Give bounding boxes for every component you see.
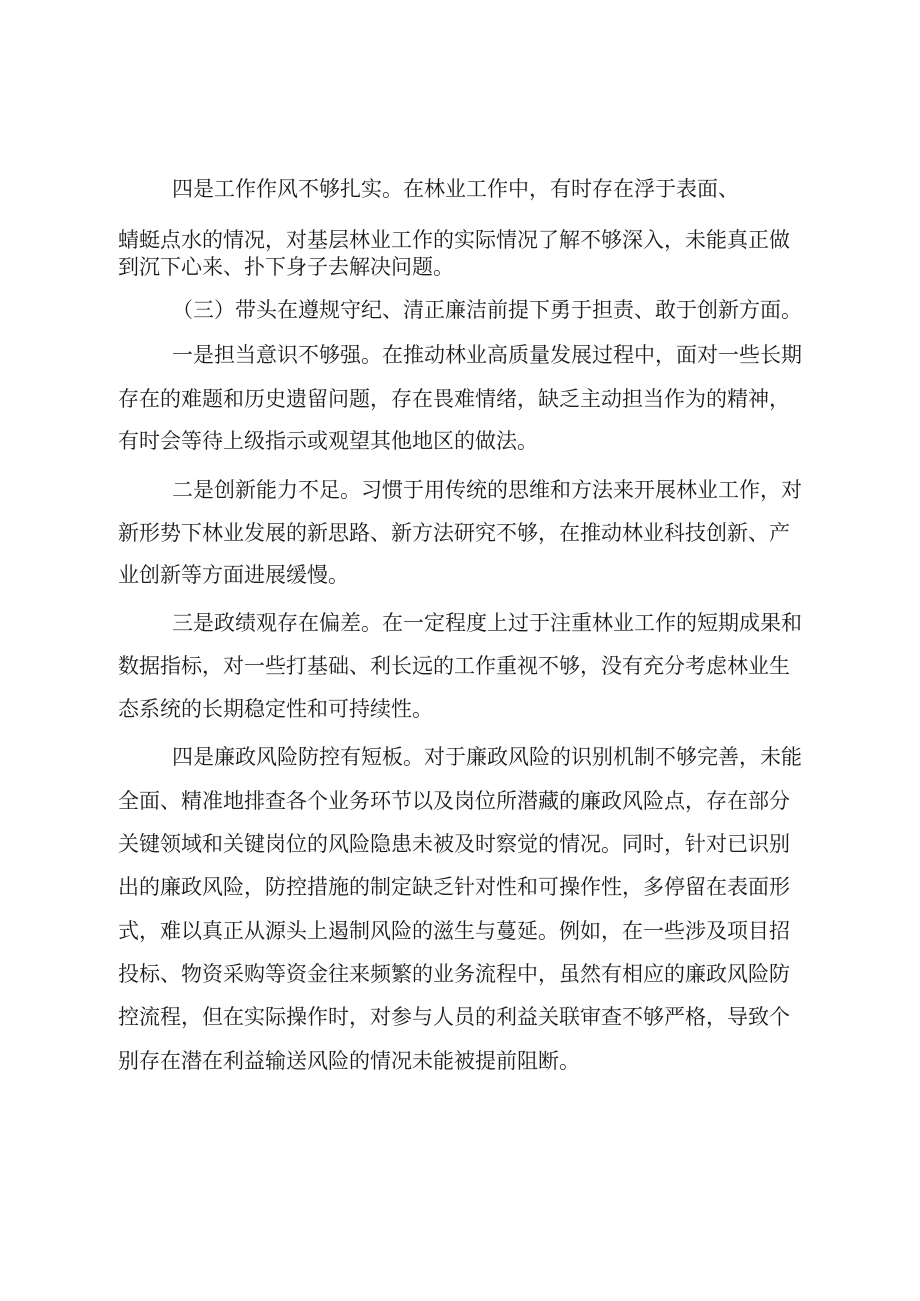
paragraph-line: 数据指标，对一些打基础、利长远的工作重视不够，没有充分考虑林业生 [118,654,790,678]
paragraph-line: 业创新等方面进展缓慢。 [118,563,349,587]
paragraph-line: 态系统的长期稳定性和可持续性。 [118,697,433,721]
paragraph-line: 二是创新能力不足。习惯于用传统的思维和方法来开展林业工作，对 [172,478,802,502]
paragraph-line: 新形势下林业发展的新思路、新方法研究不够，在推动林业科技创新、产 [118,521,790,545]
paragraph-line: 蜻蜓点水的情况，对基层林业工作的实际情况了解不够深入，未能真正做 [118,228,790,252]
paragraph-line: 式，难以真正从源头上遏制风险的滋生与蔓延。例如，在一些涉及项目招 [118,919,790,943]
paragraph-line: 四是工作作风不够扎实。在林业工作中，有时存在浮于表面、 [172,177,739,201]
paragraph-line: 别存在潜在利益输送风险的情况未能被提前阻断。 [118,1049,580,1073]
paragraph-line: 一是担当意识不够强。在推动林业高质量发展过程中，面对一些长期 [172,343,802,367]
paragraph-line: 关键领域和关键岗位的风险隐患未被及时察觉的情况。同时，针对已识别 [118,832,790,856]
paragraph-line: 全面、精准地排查各个业务环节以及岗位所潜藏的廉政风险点，存在部分 [118,789,790,813]
section-heading: （三）带头在遵规守纪、清正廉洁前提下勇于担责、敢于创新方面。 [172,298,802,322]
paragraph-line: 四是廉政风险防控有短板。对于廉政风险的识别机制不够完善，未能 [172,745,802,769]
paragraph-line: 控流程，但在实际操作时，对参与人员的利益关联审查不够严格，导致个 [118,1005,790,1029]
paragraph-line: 到沉下心来、扑下身子去解决问题。 [118,255,454,279]
paragraph-line: 存在的难题和历史遗留问题，存在畏难情绪，缺乏主动担当作为的精神， [118,387,790,411]
paragraph-line: 出的廉政风险，防控措施的制定缺乏针对性和可操作性，多停留在表面形 [118,875,790,899]
paragraph-line: 投标、物资采购等资金往来频繁的业务流程中，虽然有相应的廉政风险防 [118,962,790,986]
paragraph-line: 有时会等待上级指示或观望其他地区的做法。 [118,429,538,453]
paragraph-line: 三是政绩观存在偏差。在一定程度上过于注重林业工作的短期成果和 [172,611,802,635]
